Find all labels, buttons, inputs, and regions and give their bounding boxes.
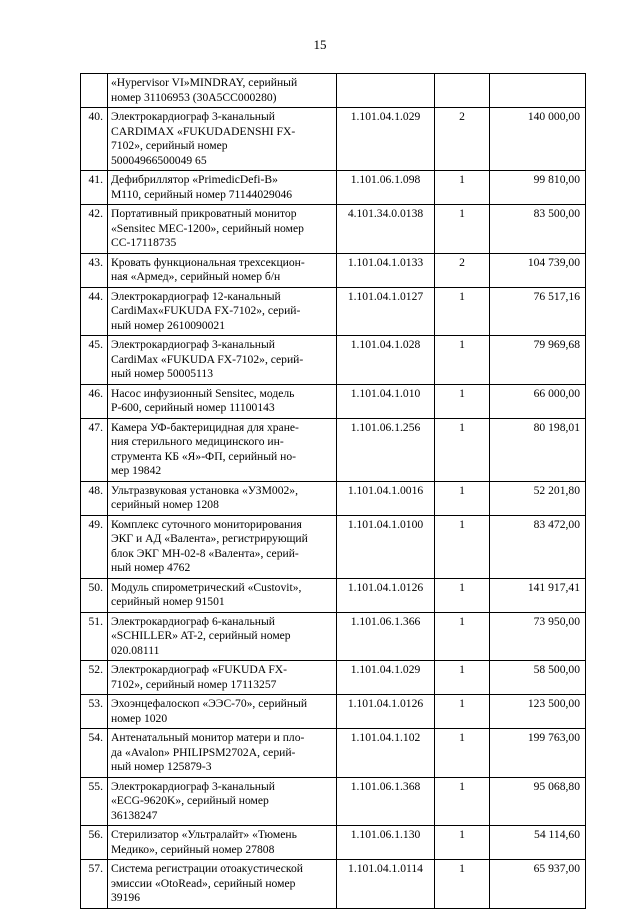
price: 83 472,00 <box>490 515 586 578</box>
item-name <box>108 661 337 695</box>
item-name-line: ный номер 125879-3 <box>111 760 212 773</box>
inventory-code: 1.101.04.1.0126 <box>337 578 435 612</box>
table-row <box>81 108 586 171</box>
inventory-code: 1.101.04.1.029 <box>337 108 435 171</box>
item-name-line: Дефибриллятор «PrimedicDefi-B» <box>111 173 278 186</box>
price: 66 000,00 <box>490 384 586 418</box>
price: 199 763,00 <box>490 729 586 778</box>
item-name-line: CC-17118735 <box>111 236 177 249</box>
table-row <box>81 695 586 729</box>
item-name <box>108 612 337 661</box>
quantity: 1 <box>435 777 490 826</box>
row-number: 48. <box>81 481 108 515</box>
price: 79 969,68 <box>490 336 586 385</box>
table-row <box>81 336 586 385</box>
inventory-code: 1.101.04.1.0016 <box>337 481 435 515</box>
inventory-code: 1.101.04.1.102 <box>337 729 435 778</box>
item-name <box>108 171 337 205</box>
item-name <box>108 515 337 578</box>
item-name <box>108 777 337 826</box>
quantity: 1 <box>435 661 490 695</box>
table-body <box>81 74 586 909</box>
item-name-line: «Sensitec MEC-1200», серийный номер <box>111 221 304 235</box>
inventory-code: 1.101.04.1.010 <box>337 384 435 418</box>
price: 76 517,16 <box>490 287 586 336</box>
table-row <box>81 384 586 418</box>
inventory-code: 1.101.04.1.0126 <box>337 695 435 729</box>
row-number: 47. <box>81 418 108 481</box>
table-row <box>81 515 586 578</box>
item-name <box>108 860 337 909</box>
item-name-line: ЭКГ и АД «Валента», регистрирующий <box>111 532 308 545</box>
row-number: 53. <box>81 695 108 729</box>
row-number: 49. <box>81 515 108 578</box>
row-number: 44. <box>81 287 108 336</box>
item-name-line: ный номер 50005113 <box>111 367 213 380</box>
inventory-code: 1.101.04.1.029 <box>337 661 435 695</box>
table-row <box>81 418 586 481</box>
row-number: 55. <box>81 777 108 826</box>
item-name-line: Стерилизатор «Ультралайт» «Тюмень <box>111 828 297 841</box>
item-name-line: серийный номер 1208 <box>111 498 219 511</box>
item-name-line: эмиссии «OtoRead», серийный номер <box>111 876 296 890</box>
price: 104 739,00 <box>490 253 586 287</box>
item-name-line: Электрокардиограф 3-канальный <box>111 110 275 123</box>
table-row <box>81 205 586 254</box>
table-row <box>81 481 586 515</box>
row-number <box>81 74 108 108</box>
price: 54 114,60 <box>490 826 586 860</box>
row-number: 46. <box>81 384 108 418</box>
item-name-line: Комплекс суточного мониторирования <box>111 517 302 531</box>
table-row <box>81 612 586 661</box>
item-name-line: 50004966500049 65 <box>111 153 207 167</box>
item-name-line: P-600, серийный номер 11100143 <box>111 401 275 414</box>
quantity: 1 <box>435 418 490 481</box>
table-row <box>81 729 586 778</box>
item-name-line: Система регистрации отоакустической <box>111 862 303 875</box>
row-number: 56. <box>81 826 108 860</box>
quantity: 1 <box>435 578 490 612</box>
table-row <box>81 253 586 287</box>
row-number: 52. <box>81 661 108 695</box>
item-name <box>108 826 337 860</box>
table-row <box>81 287 586 336</box>
quantity: 1 <box>435 860 490 909</box>
item-name-line: Электрокардиограф 3-канальный <box>111 338 275 351</box>
item-name-line: да «Avalon» PHILIPSM2702A, серий- <box>111 745 296 759</box>
item-name-line: 36138247 <box>111 808 158 822</box>
item-name-line: Электрокардиограф «FUKUDA FX- <box>111 663 288 676</box>
item-name-line: 7102», серийный номер 17113257 <box>111 677 277 691</box>
quantity: 1 <box>435 205 490 254</box>
item-name-line: CARDIMAX «FUKUDADENSHI FX- <box>111 124 296 138</box>
inventory-code <box>337 74 435 108</box>
quantity: 1 <box>435 336 490 385</box>
equipment-table <box>80 73 586 909</box>
quantity: 2 <box>435 108 490 171</box>
table-row <box>81 578 586 612</box>
price: 83 500,00 <box>490 205 586 254</box>
row-number: 57. <box>81 860 108 909</box>
item-name-line: ния стерильного медицинского ин- <box>111 435 284 448</box>
quantity: 1 <box>435 729 490 778</box>
row-number: 54. <box>81 729 108 778</box>
item-name-line: Камера УФ-бактерицидная для хране- <box>111 420 299 434</box>
item-name-line: Модуль спирометрический «Custovit», <box>111 580 302 594</box>
item-name-line: номер 31106953 (30A5CC000280) <box>111 90 277 104</box>
table-row <box>81 74 586 108</box>
item-name-line: «ECG-9620K», серийный номер <box>111 794 269 807</box>
table-row <box>81 661 586 695</box>
table-row <box>81 171 586 205</box>
item-name-line: серийный номер 91501 <box>111 595 225 608</box>
item-name-line: Ультразвуковая установка «УЗМ002», <box>111 483 299 497</box>
inventory-code: 1.101.04.1.0133 <box>337 253 435 287</box>
item-name-line: 39196 <box>111 891 140 904</box>
item-name-line: Портативный прикроватный монитор <box>111 207 297 220</box>
price: 141 917,41 <box>490 578 586 612</box>
row-number: 42. <box>81 205 108 254</box>
price: 52 201,80 <box>490 481 586 515</box>
item-name-line: блок ЭКГ МН-02-8 «Валента», серий- <box>111 546 299 560</box>
quantity: 1 <box>435 171 490 205</box>
item-name-line: Электрокардиограф 3-канальный <box>111 779 275 793</box>
quantity: 1 <box>435 612 490 661</box>
table-row <box>81 860 586 909</box>
quantity: 1 <box>435 481 490 515</box>
quantity: 1 <box>435 384 490 418</box>
row-number: 50. <box>81 578 108 612</box>
item-name <box>108 481 337 515</box>
item-name-line: Электрокардиограф 12-канальный <box>111 289 281 303</box>
item-name <box>108 74 337 108</box>
row-number: 40. <box>81 108 108 171</box>
item-name <box>108 108 337 171</box>
item-name-line: струмента КБ «Я»-ФП, серийный но- <box>111 449 296 463</box>
item-name-line: Кровать функциональная трехсекцион- <box>111 255 305 269</box>
inventory-code: 1.101.04.1.0100 <box>337 515 435 578</box>
item-name <box>108 695 337 729</box>
price: 99 810,00 <box>490 171 586 205</box>
price: 58 500,00 <box>490 661 586 695</box>
item-name-line: CardiMax«FUKUDA FX-7102», серий- <box>111 304 301 317</box>
item-name-line: ный номер 2610090021 <box>111 318 226 332</box>
item-name-line: M110, серийный номер 71144029046 <box>111 187 293 201</box>
row-number: 43. <box>81 253 108 287</box>
item-name-line: Эхоэнцефалоскоп «ЭЭС-70», серийный <box>111 697 308 710</box>
item-name-line: Медико», серийный номер 27808 <box>111 842 275 856</box>
price: 123 500,00 <box>490 695 586 729</box>
page-number: 15 <box>313 37 327 52</box>
item-name-line: Антенатальный монитор матери и пло- <box>111 731 305 744</box>
item-name-line: номер 1020 <box>111 711 168 725</box>
item-name-line: «Hypervisor VI»MINDRAY, серийный <box>111 76 298 89</box>
row-number: 41. <box>81 171 108 205</box>
item-name <box>108 418 337 481</box>
item-name-line: Насос инфузионный Sensitec, модель <box>111 386 295 400</box>
inventory-code: 1.101.04.1.0114 <box>337 860 435 909</box>
inventory-code: 1.101.06.1.368 <box>337 777 435 826</box>
table-row <box>81 826 586 860</box>
item-name-line: CardiMax «FUKUDA FX-7102», серий- <box>111 352 304 366</box>
item-name-line: 7102», серийный номер <box>111 139 228 152</box>
inventory-code: 1.101.06.1.130 <box>337 826 435 860</box>
item-name-line: «SCHILLER» AT-2, серийный номер <box>111 629 291 642</box>
price: 95 068,80 <box>490 777 586 826</box>
item-name <box>108 336 337 385</box>
item-name <box>108 384 337 418</box>
inventory-code: 1.101.04.1.028 <box>337 336 435 385</box>
quantity: 2 <box>435 253 490 287</box>
inventory-code: 1.101.06.1.366 <box>337 612 435 661</box>
inventory-code: 4.101.34.0.0138 <box>337 205 435 254</box>
item-name <box>108 287 337 336</box>
price <box>490 74 586 108</box>
item-name <box>108 253 337 287</box>
quantity: 1 <box>435 515 490 578</box>
row-number: 45. <box>81 336 108 385</box>
item-name <box>108 729 337 778</box>
price: 140 000,00 <box>490 108 586 171</box>
item-name-line: 020.08111 <box>111 643 160 657</box>
item-name-line: ная «Армед», серийный номер б/н <box>111 270 281 283</box>
item-name-line: Электрокардиограф 6-канальный <box>111 614 275 628</box>
table-row <box>81 777 586 826</box>
price: 65 937,00 <box>490 860 586 909</box>
item-name <box>108 205 337 254</box>
price: 80 198,01 <box>490 418 586 481</box>
inventory-code: 1.101.06.1.256 <box>337 418 435 481</box>
quantity: 1 <box>435 826 490 860</box>
inventory-code: 1.101.06.1.098 <box>337 171 435 205</box>
item-name <box>108 578 337 612</box>
item-name-line: ный номер 4762 <box>111 561 191 574</box>
quantity: 1 <box>435 287 490 336</box>
inventory-code: 1.101.04.1.0127 <box>337 287 435 336</box>
quantity: 1 <box>435 695 490 729</box>
quantity <box>435 74 490 108</box>
row-number: 51. <box>81 612 108 661</box>
price: 73 950,00 <box>490 612 586 661</box>
item-name-line: мер 19842 <box>111 464 162 477</box>
